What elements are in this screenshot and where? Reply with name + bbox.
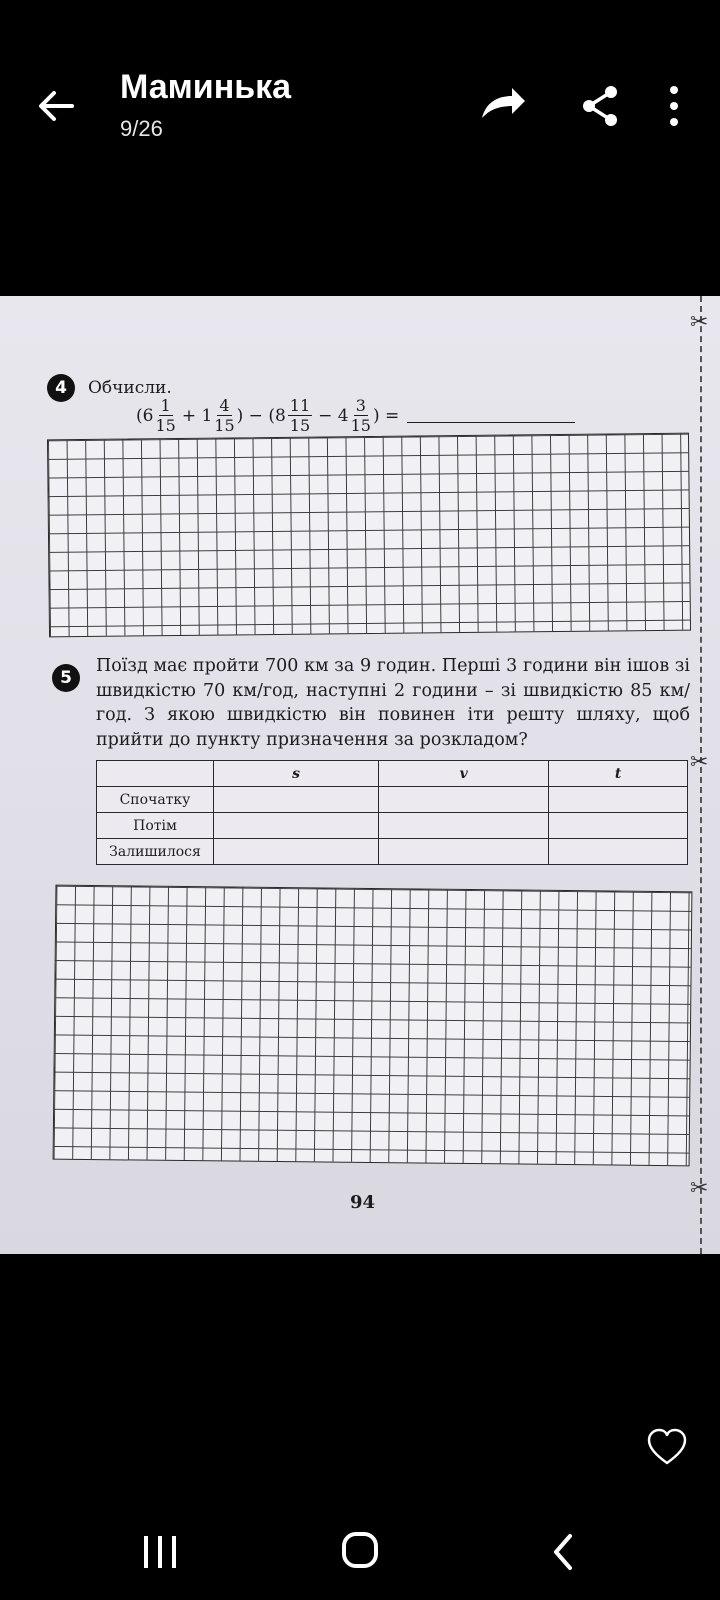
expr-part: (6 bbox=[136, 405, 154, 426]
task4-instruction: Обчисли. bbox=[88, 378, 172, 398]
table-row bbox=[97, 813, 688, 839]
share-icon bbox=[580, 84, 622, 128]
answer-line bbox=[407, 408, 575, 423]
fraction bbox=[351, 396, 371, 435]
table-cell bbox=[379, 787, 549, 813]
expr-part: ) = bbox=[372, 405, 400, 426]
table-header-row bbox=[97, 761, 688, 787]
task5-problem-text: Поїзд має пройти 700 км за 9 годин. Перші 3 години він ішов зі швидкістю 70 км/год, наступні 2 години – зі швидкістю 85 км/год. З якою швидкістю він повинен іти решту шляху, щоб прийти до пункту призначення за розкладом? bbox=[96, 656, 690, 750]
fraction bbox=[155, 396, 175, 435]
scissors-icon: ✂ bbox=[690, 310, 709, 335]
table-row-label: Спочатку bbox=[97, 787, 214, 813]
home-button[interactable] bbox=[340, 1530, 380, 1570]
expr-part: ) − (8 bbox=[236, 405, 286, 426]
table-cell bbox=[549, 839, 688, 865]
arrow-left-icon bbox=[34, 84, 78, 128]
share-button[interactable] bbox=[580, 84, 622, 128]
task4-grid-area bbox=[47, 433, 691, 638]
task5-data-table bbox=[96, 760, 688, 865]
back-button[interactable] bbox=[34, 84, 78, 128]
table-row-label: Потім bbox=[97, 813, 214, 839]
fraction bbox=[214, 396, 234, 435]
task4-expression bbox=[136, 396, 575, 435]
expr-part: − 4 bbox=[318, 405, 349, 426]
expr-part: + 1 bbox=[181, 405, 213, 426]
fraction-denominator: 15 bbox=[289, 416, 311, 435]
table-row bbox=[97, 787, 688, 813]
table-row bbox=[97, 839, 688, 865]
recent-apps-icon bbox=[140, 1532, 180, 1572]
forward-button[interactable] bbox=[478, 82, 528, 126]
table-row-label: Залишилося bbox=[97, 839, 214, 865]
task5-grid-area bbox=[53, 885, 693, 1167]
nav-back-button[interactable] bbox=[548, 1532, 578, 1572]
fraction-numerator: 1 bbox=[160, 396, 171, 415]
more-options-button[interactable] bbox=[664, 84, 684, 128]
fraction-numerator: 3 bbox=[355, 396, 366, 415]
scissors-icon: ✂ bbox=[690, 1176, 709, 1201]
fraction-denominator: 15 bbox=[350, 416, 371, 435]
album-title: Маминька bbox=[120, 68, 292, 106]
cut-line bbox=[700, 296, 702, 1254]
more-vertical-icon bbox=[664, 84, 684, 128]
favorite-button[interactable] bbox=[646, 1428, 688, 1466]
table-header-cell bbox=[97, 761, 214, 787]
table-cell bbox=[379, 839, 549, 865]
table-cell bbox=[549, 813, 688, 839]
photo-viewer-image[interactable] bbox=[0, 296, 720, 1254]
fraction-denominator: 15 bbox=[155, 416, 176, 435]
image-counter: 9/26 bbox=[120, 116, 163, 141]
table-cell bbox=[379, 813, 549, 839]
table-cell bbox=[214, 787, 379, 813]
table-cell bbox=[214, 839, 379, 865]
task-number-badge: 5 bbox=[52, 664, 80, 692]
home-icon bbox=[340, 1530, 380, 1570]
table-cell bbox=[549, 787, 688, 813]
forward-arrow-icon bbox=[478, 82, 528, 126]
fraction bbox=[288, 396, 312, 435]
fraction-numerator: 4 bbox=[219, 396, 230, 415]
app-bar bbox=[0, 0, 720, 200]
table-header-cell: t bbox=[549, 761, 688, 787]
table-header-cell: v bbox=[379, 761, 549, 787]
table-cell bbox=[214, 813, 379, 839]
scissors-icon: ✂ bbox=[690, 750, 709, 775]
table-header-cell: s bbox=[214, 761, 379, 787]
recent-apps-button[interactable] bbox=[140, 1532, 180, 1572]
nav-back-icon bbox=[548, 1532, 578, 1572]
task-number-badge: 4 bbox=[47, 374, 75, 402]
page-number: 94 bbox=[350, 1192, 376, 1213]
fraction-numerator: 11 bbox=[289, 396, 311, 415]
heart-icon bbox=[646, 1428, 688, 1466]
fraction-denominator: 15 bbox=[214, 416, 235, 435]
